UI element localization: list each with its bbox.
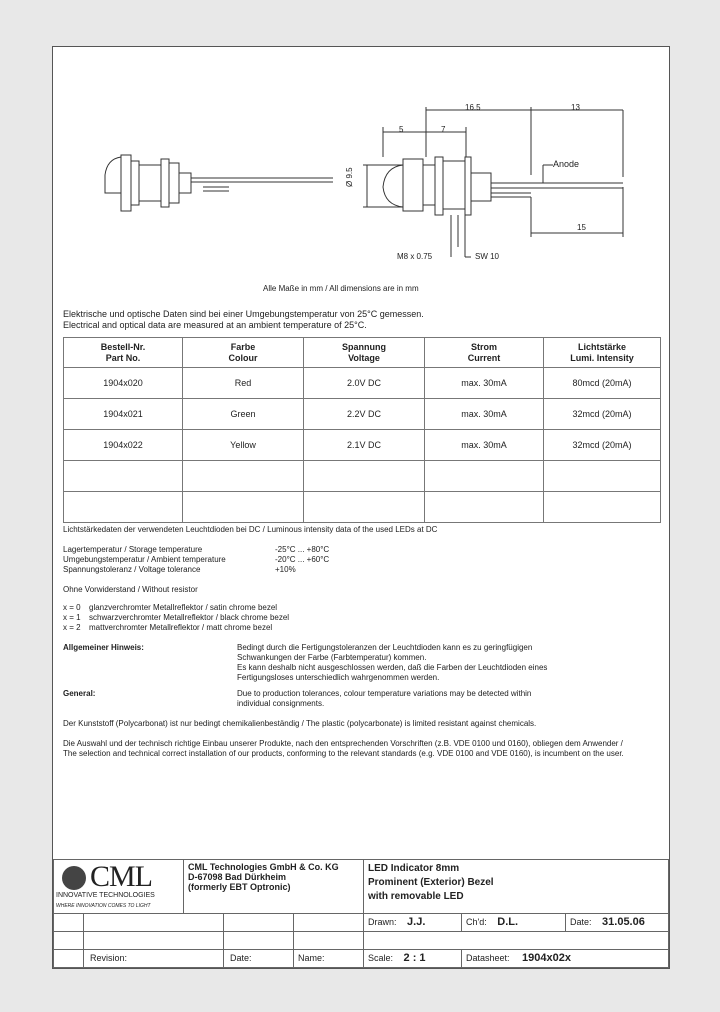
company-line-1: D-67098 Bad Dürkheim	[188, 872, 287, 882]
variant-key-0: x = 0	[63, 603, 81, 612]
logo-tagline: WHERE INNOVATION COMES TO LIGHT	[56, 903, 151, 909]
table-row: 1904x022 Yellow 2.1V DC max. 30mA 32mcd (20mA)	[64, 430, 661, 461]
revision-label: Revision:	[90, 953, 128, 963]
revision-cell	[84, 950, 224, 968]
th-intensity: Lichtstärke Lumi. Intensity	[544, 338, 661, 368]
dim-16-5: 16.5	[465, 103, 481, 112]
plastic-note: Der Kunststoff (Polycarbonat) ist nur bedingt chemikalienbeständig / The plastic (polycarbonate) is limited resistant against chemicals.	[63, 719, 537, 728]
general-de-line-3: Fertigungsloses unterschiedlich wahrgenommen werden.	[237, 673, 440, 682]
left-led-dome	[105, 157, 121, 175]
anode-label: Anode	[553, 159, 580, 169]
title-cell	[364, 860, 669, 914]
logo-icon	[62, 866, 86, 890]
thread-label: M8 x 0.75	[397, 252, 433, 261]
title-line-1: Prominent (Exterior) Bezel	[368, 877, 494, 888]
wrench-size-label: SW 10	[475, 252, 500, 261]
revision-name-cell	[294, 950, 364, 968]
drawing-sheet	[52, 46, 670, 969]
datasheet-label: Datasheet:	[466, 953, 510, 963]
dim-7: 7	[441, 125, 446, 134]
scale-label: Scale:	[368, 953, 394, 963]
temp-label-1: Umgebungstemperatur / Ambient temperature	[63, 555, 226, 564]
datasheet-value: 1904x02x	[522, 952, 571, 964]
revision-date-label: Date:	[230, 953, 252, 963]
checked-cell	[462, 914, 566, 932]
resistor-note: Ohne Vorwiderstand / Without resistor	[63, 585, 198, 594]
checked-label: Ch'd:	[466, 917, 487, 927]
revision-date-cell	[224, 950, 294, 968]
scale-cell	[364, 950, 462, 968]
date-label: Date:	[570, 917, 592, 927]
date-cell	[566, 914, 669, 932]
th-colour: Farbe Colour	[183, 338, 304, 368]
temp-label-0: Lagertemperatur / Storage temperature	[63, 545, 203, 554]
datasheet-cell	[462, 950, 669, 968]
company-cell	[184, 860, 364, 914]
left-led-dome-base	[105, 175, 121, 193]
general-de-line-1: Schwankungen der Farbe (Farbtemperatur) kommen.	[237, 653, 427, 662]
dim-5: 5	[399, 125, 404, 134]
general-de-line-2: Es kann deshalb nicht ausgeschlossen werden, daß die Farben der Leuchtdioden eines	[237, 663, 548, 672]
table-row: 1904x020 Red 2.0V DC max. 30mA 80mcd (20mA)	[64, 368, 661, 399]
checked-value: D.L.	[497, 916, 519, 928]
general-en-label: General:	[63, 689, 96, 698]
right-bezel	[403, 159, 423, 211]
th-current: Strom Current	[425, 338, 544, 368]
drawn-value: J.J.	[407, 916, 426, 928]
variant-text-2: mattverchromter Metallreflektor / matt chrome bezel	[89, 623, 273, 632]
title-line-2: with removable LED	[368, 891, 464, 902]
scale-value: 2 : 1	[403, 952, 426, 964]
variant-key-1: x = 1	[63, 613, 81, 622]
company-line-2: (formerly EBT Optronic)	[188, 882, 291, 892]
dim-diameter: Ø 9.5	[345, 167, 354, 187]
table-row	[64, 461, 661, 492]
temp-value-2: +10%	[275, 565, 296, 574]
general-en-line-0: Due to production tolerances, colour temperature variations may be detected within	[237, 689, 532, 698]
logo-subtitle: INNOVATIVE TECHNOLOGIES	[56, 892, 155, 899]
table-row: 1904x021 Green 2.2V DC max. 30mA 32mcd (20mA)	[64, 399, 661, 430]
title-block	[53, 859, 669, 968]
intro-en: Electrical and optical data are measured at an ambient temperature of 25°C.	[63, 320, 367, 330]
right-led-dome	[383, 165, 403, 187]
table-row	[64, 492, 661, 523]
dim-13: 13	[571, 103, 580, 112]
drawn-label: Drawn:	[368, 917, 397, 927]
drawn-cell	[364, 914, 462, 932]
variant-text-1: schwarzverchromter Metallreflektor / black chrome bezel	[89, 613, 290, 622]
selection-note-de: Die Auswahl und der technisch richtige Einbau unserer Produkte, nach den entsprechenden Vorschriften (z.B. VDE 0100 und 0160), obliegen dem Anwender /	[63, 739, 623, 748]
temp-value-0: -25°C ... +80°C	[275, 545, 330, 554]
th-voltage: Spannung Voltage	[304, 338, 425, 368]
temp-value-1: -20°C ... +60°C	[275, 555, 330, 564]
left-bezel	[121, 155, 131, 211]
selection-note-en: The selection and technical correct installation of our products, conforming to the relevant standards (e.g. VDE 0100 and VDE 0160), is incumbent on the user.	[63, 749, 624, 758]
lumi-note: Lichtstärkedaten der verwendeten Leuchtdioden bei DC / Luminous intensity data of the used LEDs at DC	[63, 525, 438, 534]
dimensions-note: Alle Maße in mm / All dimensions are in mm	[263, 284, 419, 293]
date-value: 31.05.06	[602, 916, 645, 928]
temp-label-2: Spannungstoleranz / Voltage tolerance	[63, 565, 201, 574]
company-line-0: CML Technologies GmbH & Co. KG	[188, 862, 339, 872]
general-en-line-1: individual consignments.	[237, 699, 325, 708]
spec-table	[63, 337, 661, 523]
th-part-no: Bestell-Nr. Part No.	[64, 338, 183, 368]
dim-15: 15	[577, 223, 586, 232]
title-line-0: LED Indicator 8mm	[368, 863, 460, 874]
general-de-line-0: Bedingt durch die Fertigungstoleranzen der Leuchtdioden kann es zu geringfügigen	[237, 643, 533, 652]
general-de-label: Allgemeiner Hinweis:	[63, 643, 144, 652]
logo-text: CML	[90, 860, 153, 893]
variant-key-2: x = 2	[63, 623, 81, 632]
intro-de: Elektrische und optische Daten sind bei einer Umgebungstemperatur von 25°C gemessen.	[63, 309, 424, 319]
logo-cell	[54, 860, 184, 914]
table-header-row	[64, 338, 661, 368]
revision-name-label: Name:	[298, 953, 325, 963]
variant-text-0: glanzverchromter Metallreflektor / satin chrome bezel	[89, 603, 278, 612]
